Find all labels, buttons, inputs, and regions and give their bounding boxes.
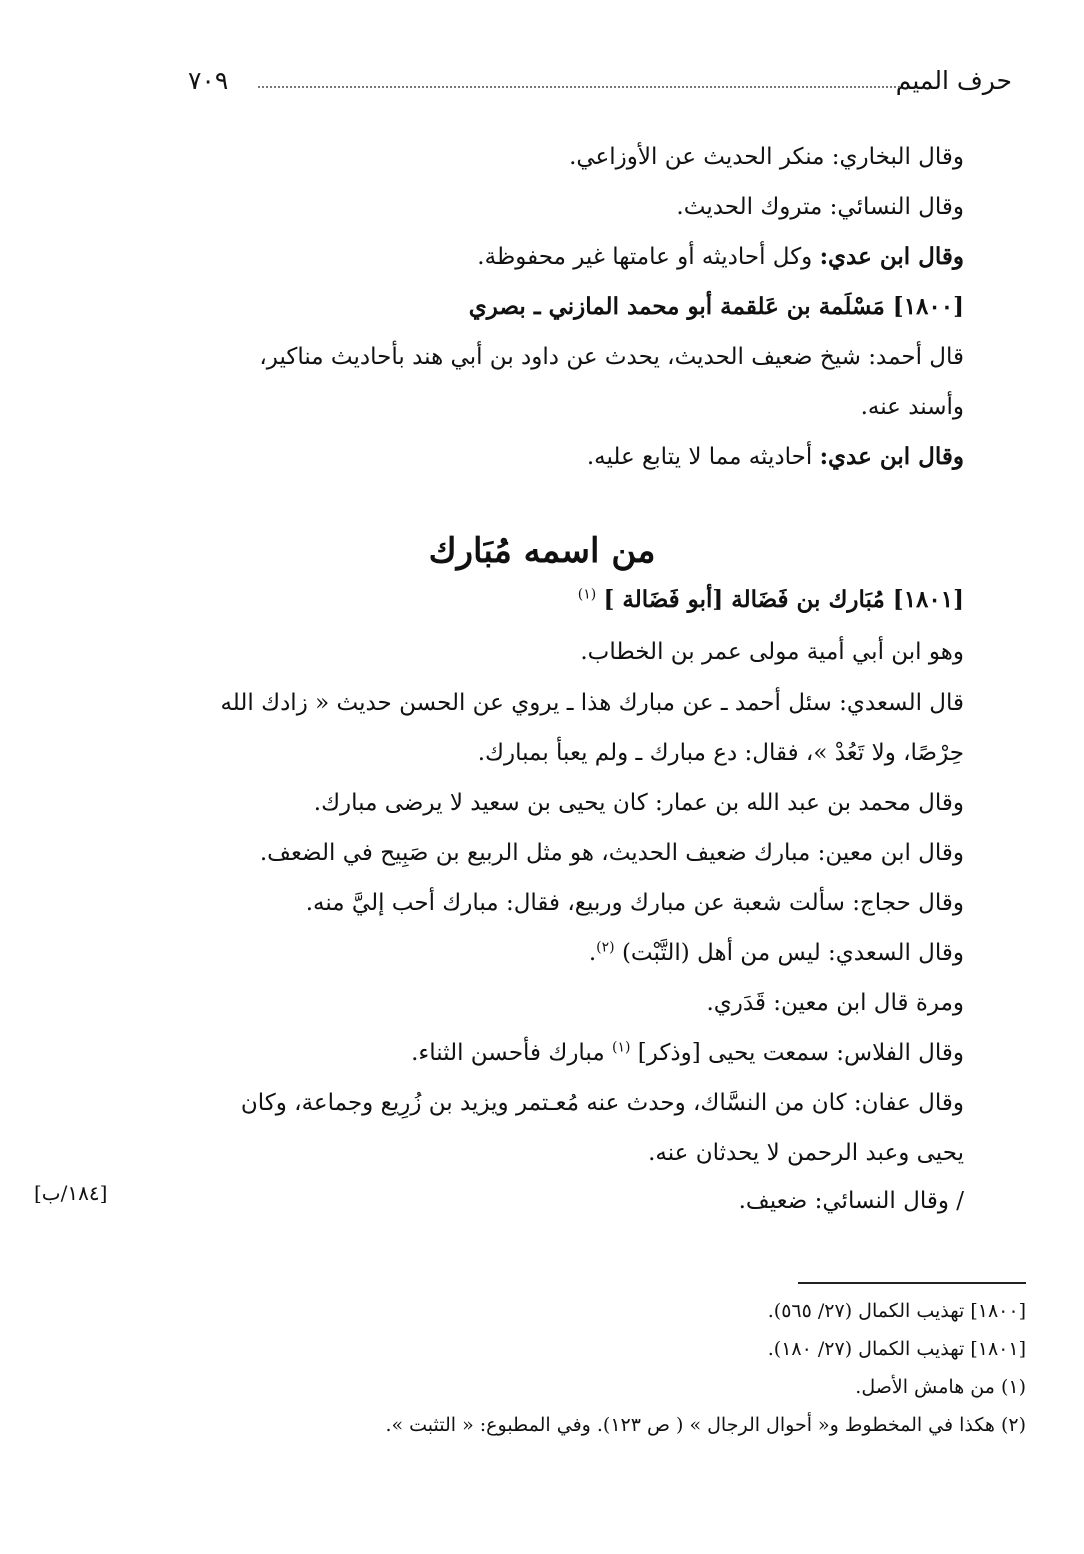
footnote: (٢) هكذا في المخطوط و« أحوال الرجال » ( ص ١٢٣). وفي المطبوع: « التثبت ». bbox=[385, 1414, 1026, 1436]
line-text: وقال السعدي: ليس من أهل (التَّبْت) bbox=[621, 940, 964, 966]
entry-title-1801 bbox=[578, 580, 964, 620]
footnote: [١٨٠١] تهذيب الكمال (٢٧/ ١٨٠). bbox=[767, 1338, 1026, 1360]
text-line bbox=[477, 237, 964, 277]
line-text: ومرة قال ابن معين: قَدَري. bbox=[706, 990, 964, 1016]
text-line bbox=[260, 833, 964, 873]
line-text: وقال البخاري: منكر الحديث عن الأوزاعي. bbox=[569, 144, 964, 170]
entry-title-text: [١٨٠١] مُبَارك بن فَضَالة [أبو فَضَالة ] bbox=[603, 586, 964, 613]
text-line bbox=[569, 137, 964, 177]
text-line bbox=[478, 733, 964, 773]
footnote-ref: (١) bbox=[612, 1039, 631, 1056]
text-line bbox=[648, 1133, 964, 1173]
entry-title-1800 bbox=[469, 287, 964, 327]
text-line bbox=[676, 187, 964, 227]
line-text: وقال حجاج: سألت شعبة عن مبارك وربيع، فقال: مبارك أحب إليَّ منه. bbox=[305, 890, 964, 916]
line-text: مبارك فأحسن الثناء. bbox=[411, 1040, 613, 1066]
page-number: ٧٠٩ bbox=[188, 66, 229, 95]
text-line bbox=[241, 1083, 964, 1123]
footnote-ref: (٢) bbox=[596, 939, 615, 956]
text-line bbox=[587, 437, 964, 477]
entry-title-text: [١٨٠٠] مَسْلَمة بن عَلقمة أبو محمد المازني ـ بصري bbox=[468, 293, 964, 320]
line-text: / وقال النسائي: ضعيف. bbox=[738, 1188, 964, 1214]
line-text: أحاديثه مما لا يتابع عليه. bbox=[586, 444, 820, 470]
manuscript-folio-note: [١٨٤/ب] bbox=[34, 1181, 108, 1205]
footnote-ref: (١) bbox=[577, 586, 597, 603]
line-text: قال السعدي: سئل أحمد ـ عن مبارك هذا ـ يروي عن الحسن حديث « زادك الله bbox=[220, 690, 964, 716]
text-line bbox=[580, 632, 964, 672]
line-text: وقال النسائي: متروك الحديث. bbox=[676, 194, 964, 220]
text-line: وقال السعدي: ليس من أهل (التَّبْت) $^{(٢)}$. bbox=[588, 939, 964, 966]
line-text: وقال ابن معين: مبارك ضعيف الحديث، هو مثل الربيع بن صَبِيح في الضعف. bbox=[259, 840, 964, 866]
text-line bbox=[706, 983, 964, 1023]
text-line bbox=[259, 337, 964, 377]
text-line bbox=[314, 783, 964, 823]
speaker-lead: وقال ابن عدي: bbox=[819, 443, 964, 470]
line-text: وأسند عنه. bbox=[860, 394, 964, 420]
footnote: (١) من هامش الأصل. bbox=[855, 1376, 1026, 1398]
line-text: وقال عفان: كان من النسَّاك، وحدث عنه مُعـتمر ويزيد بن زُرِيع وجماعة، وكان bbox=[240, 1090, 964, 1116]
line-text: وكل أحاديثه أو عامتها غير محفوظة. bbox=[477, 244, 820, 270]
text-line bbox=[739, 1181, 964, 1221]
text-line bbox=[220, 683, 964, 723]
footnote: [١٨٠٠] تهذيب الكمال (٢٧/ ٥٦٥). bbox=[767, 1300, 1026, 1322]
speaker-lead: وقال ابن عدي: bbox=[819, 243, 964, 270]
running-title: حرف الميم bbox=[895, 66, 1012, 95]
header-dotted-rule bbox=[258, 86, 900, 88]
line-text: قال أحمد: شيخ ضعيف الحديث، يحدث عن داود بن أبي هند بأحاديث مناكير، bbox=[259, 344, 964, 370]
line-text: حِرْصًا، ولا تَعُدْ »، فقال: دع مبارك ـ ولم يعبأ بمبارك. bbox=[477, 740, 964, 766]
line-text: وقال الفلاس: سمعت يحيى [وذكر] bbox=[637, 1040, 964, 1066]
footnote-separator bbox=[798, 1282, 1026, 1284]
line-text: وقال محمد بن عبد الله بن عمار: كان يحيى بن سعيد لا يرضى مبارك. bbox=[313, 790, 964, 816]
text-line bbox=[306, 883, 964, 923]
text-line bbox=[861, 387, 964, 427]
section-heading: من اسمه مُبَارك bbox=[428, 531, 656, 571]
line-text: يحيى وعبد الرحمن لا يحدثان عنه. bbox=[648, 1140, 964, 1166]
line-text: وهو ابن أبي أمية مولى عمر بن الخطاب. bbox=[580, 639, 964, 665]
text-line bbox=[411, 1033, 964, 1073]
